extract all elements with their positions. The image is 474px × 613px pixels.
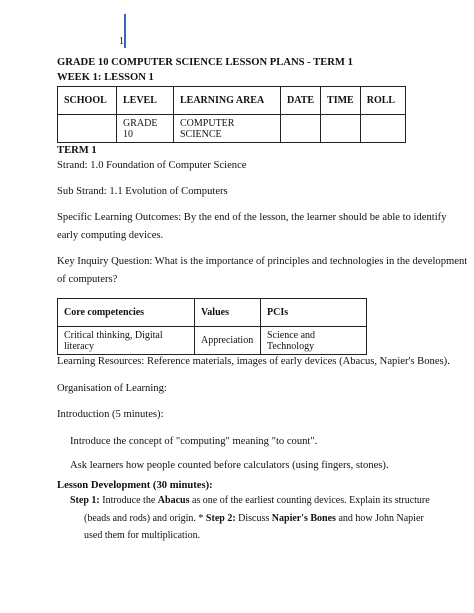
table-row: [58, 327, 367, 355]
step1-text-a: Introduce the: [99, 495, 158, 506]
competencies-table: [57, 298, 367, 355]
abacus-term: Abacus: [157, 495, 190, 506]
step2-text-f: used them for multiplication.: [84, 530, 201, 541]
lesson-info-table: [57, 86, 406, 143]
cell-time: [321, 115, 361, 143]
intro-point-2: Ask learners how people counted before calculators (using fingers, stones).: [70, 460, 389, 471]
intro-point-1: Introduce the concept of "computing" meaning "to count".: [70, 436, 318, 447]
cell-learning-area: COMPUTER SCIENCE: [174, 115, 281, 143]
term-heading: TERM 1: [57, 145, 97, 156]
inquiry-line-1: Key Inquiry Question: What is the importance of principles and technologies in the development: [57, 256, 468, 267]
cell-values: Appreciation: [195, 327, 261, 355]
step-continuation-1: [70, 510, 450, 528]
header-time: TIME: [321, 87, 361, 115]
step1-text-b: as one of the earliest counting devices. Explain its structure: [189, 495, 430, 506]
step-continuation-2: [70, 527, 450, 545]
organisation-text: Organisation of Learning:: [57, 383, 167, 394]
step2-text-e: and how John Napier: [335, 512, 424, 524]
table-header-row: [58, 299, 367, 327]
napiers-bones-term: Napier's Bones: [271, 512, 336, 524]
outcomes-line-2: early computing devices.: [57, 230, 164, 241]
step1-label: Step 1:: [70, 495, 100, 506]
header-pcis: PCIs: [261, 299, 367, 327]
cell-roll: [360, 115, 405, 143]
page-number: 1: [119, 36, 124, 47]
cell-pcis: Science and Technology: [261, 327, 367, 355]
outcomes-line-1: Specific Learning Outcomes: By the end of the lesson, the learner should be able to identify: [57, 212, 447, 223]
inquiry-line-2: of computers?: [57, 274, 118, 285]
resources-text: Learning Resources: Reference materials, images of early devices (Abacus, Napier's Bones).: [57, 356, 450, 367]
sub-strand-text: Sub Strand: 1.1 Evolution of Computers: [57, 186, 228, 197]
cursor-bar: [124, 14, 126, 48]
cell-school: [58, 115, 117, 143]
cell-core-competencies: Critical thinking, Digital literacy: [58, 327, 195, 355]
step-paragraph: [70, 492, 450, 545]
week-heading: WEEK 1: LESSON 1: [57, 72, 154, 83]
introduction-text: Introduction (5 minutes):: [57, 409, 164, 420]
cell-date: [281, 115, 321, 143]
lesson-development-heading: Lesson Development (30 minutes):: [57, 480, 213, 491]
header-values: Values: [195, 299, 261, 327]
step2-text-d: Discuss: [235, 512, 272, 524]
header-level: LEVEL: [117, 87, 174, 115]
header-core-competencies: Core competencies: [58, 299, 195, 327]
header-learning-area: LEARNING AREA: [174, 87, 281, 115]
document-title: GRADE 10 COMPUTER SCIENCE LESSON PLANS - TERM 1: [57, 57, 353, 68]
step1-text-c: (beads and rods) and origin. *: [84, 512, 206, 524]
table-row: [58, 115, 406, 143]
strand-text: Strand: 1.0 Foundation of Computer Science: [57, 160, 247, 171]
header-date: DATE: [281, 87, 321, 115]
header-school: SCHOOL: [58, 87, 117, 115]
header-roll: ROLL: [360, 87, 405, 115]
table-header-row: [58, 87, 406, 115]
step2-label: Step 2:: [205, 512, 236, 524]
cell-level: GRADE 10: [117, 115, 174, 143]
